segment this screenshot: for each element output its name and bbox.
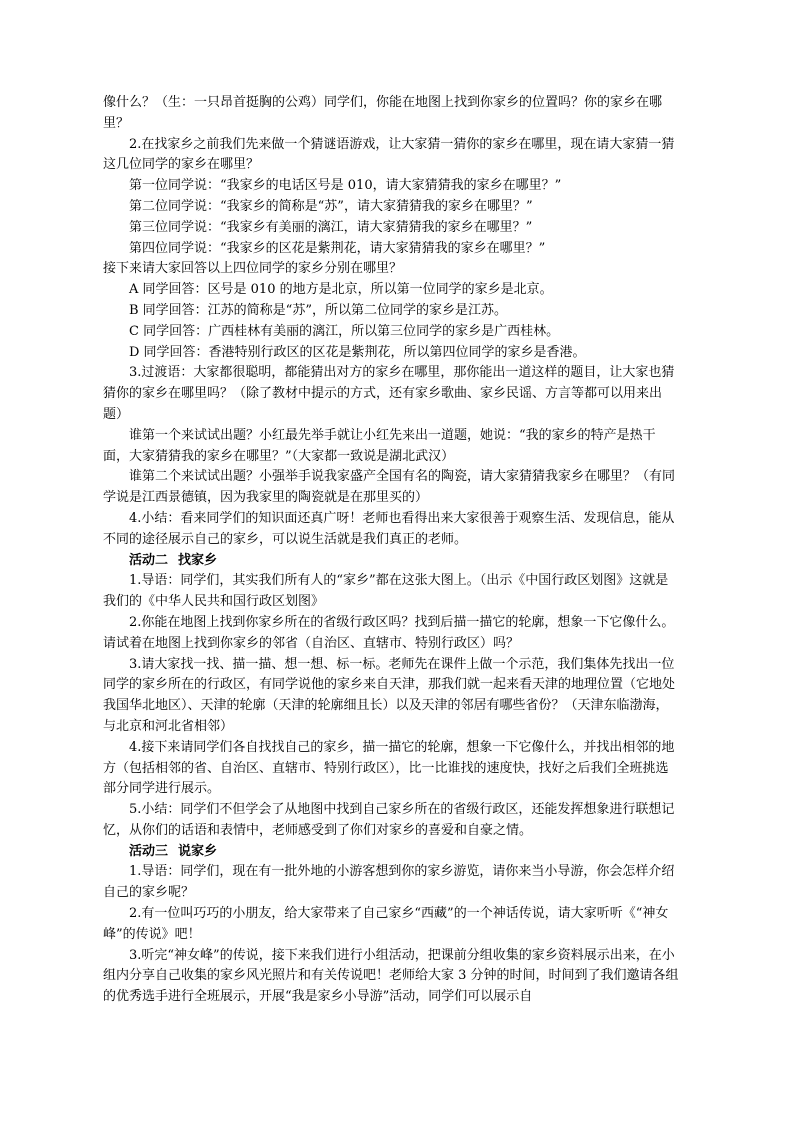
paragraph: 2.你能在地图上找到你家乡所在的省级行政区吗？找到后描一描它的轮廓，想象一下它像什么。请试着在地图上找到你家乡的邻省（自治区、直辖市、特别行政区）吗？	[103, 614, 675, 651]
paragraph: 谁第二个来试试出题？小强举手说我家盛产全国有名的陶瓷，请大家猜猜我家乡在哪里？（有同学说是江西景德镇，因为我家里的陶瓷就是在那里买的）	[103, 469, 676, 506]
document-page	[103, 93, 681, 1008]
heading-label: 活动二	[129, 552, 169, 568]
paragraph: 4.小结：看来同学们的知识面还真广呀！老师也看得出来大家很善于观察生活、发现信息，能从不同的途径展示自己的家乡，可以说生活就是我们真正的老师。	[103, 510, 675, 547]
paragraph: 3.过渡语：大家都很聪明，都能猜出对方的家乡在哪里，那你能出一道这样的题目，让大家也猜猜你的家乡在哪里吗？（除了教材中提示的方式，还有家乡歌曲、家乡民谣、方言等都可以用来出题）	[103, 365, 675, 422]
heading-label: 活动三	[129, 843, 169, 859]
section-heading-activity2	[103, 551, 681, 572]
paragraph: 像什么？（生：一只昂首挺胸的公鸡）同学们，你能在地图上找到你家乡的位置吗？你的家乡在哪里？	[103, 95, 663, 131]
paragraph: C 同学回答：广西桂林有美丽的漓江，所以第三位同学的家乡是广西桂林。	[129, 323, 560, 339]
heading-title: 说家乡	[178, 843, 218, 859]
section-heading-activity3	[103, 842, 681, 863]
paragraph: 第四位同学说：“我家乡的区花是紫荆花，请大家猜猜我的家乡在哪里？”	[129, 240, 546, 256]
paragraph: D 同学回答：香港特别行政区的区花是紫荆花，所以第四位同学的家乡是香港。	[129, 344, 586, 360]
paragraph: 第三位同学说：“我家乡有美丽的漓江，请大家猜猜我的家乡在哪里？”	[129, 219, 533, 235]
paragraph: 3.请大家找一找、描一描、想一想、标一标。老师先在课件上做一个示范，我们集体先找出一位同学的家乡所在的行政区，有同学说他的家乡来自天津，那我们就一起来看天津的地理位置（它地处我国华北地区）、天津的轮廓（天津的轮廓细且长）以及天津的邻居有哪些省份？（天津东临渤海，与北京和河北省相邻）	[103, 656, 676, 734]
paragraph: 3.听完“神女峰”的传说，接下来我们进行小组活动，把课前分组收集的家乡资料展示出来，在小组内分享自己收集的家乡风光照片和有关传说吧！老师给大家 3 分钟的时间，时间到了我们邀请各组的优秀选手进行全班展示，开展“我是家乡小导游”活动，同学们可以展示自	[103, 947, 679, 1005]
paragraph: 4.接下来请同学们各自找找自己的家乡，描一描它的轮廓，想象一下它像什么，并找出相邻的地方（包括相邻的省、自治区、直辖市、特别行政区），比一比谁找的速度快，找好之后我们全班挑选部分同学进行展示。	[103, 739, 675, 797]
paragraph: 第二位同学说：“我家乡的简称是“苏”，请大家猜猜我的家乡在哪里？”	[129, 198, 533, 214]
paragraph: B 同学回答：江苏的简称是“苏”，所以第二位同学的家乡是江苏。	[129, 302, 507, 318]
paragraph: 谁第一个来试试出题？小红最先举手就让小红先来出一道题，她说：“我的家乡的特产是热干面，大家猜猜我的家乡在哪里？”（大家都一致说是湖北武汉）	[103, 427, 656, 464]
paragraph: 1.导语：同学们，现在有一批外地的小游客想到你的家乡游览，请你来当小导游，你会怎样介绍自己的家乡呢？	[103, 864, 675, 901]
paragraph: 1.导语：同学们，其实我们所有人的“家乡”都在这张大图上。（出示《中国行政区划图》这就是我们的《中华人民共和国行政区划图》	[103, 573, 669, 610]
paragraph: 2.有一位叫巧巧的小朋友，给大家带来了自己家乡“西藏”的一个神话传说，请大家听听《“神女峰”的传说》吧！	[103, 906, 669, 942]
paragraph: 5.小结：同学们不但学会了从地图中找到自己家乡所在的省级行政区，还能发挥想象进行联想记忆，从你们的话语和表情中，老师感受到了你们对家乡的喜爱和自豪之情。	[103, 802, 675, 838]
paragraph: 第一位同学说：“我家乡的电话区号是 010，请大家猜猜我的家乡在哪里？”	[129, 178, 562, 194]
paragraph: 接下来请大家回答以上四位同学的家乡分别在哪里？	[103, 261, 403, 277]
heading-title: 找家乡	[178, 552, 218, 568]
paragraph: 2.在找家乡之前我们先来做一个猜谜语游戏，让大家猜一猜你的家乡在哪里，现在请大家猜一猜这几位同学的家乡在哪里？	[103, 136, 675, 173]
paragraph: A 同学回答：区号是 010 的地方是北京，所以第一位同学的家乡是北京。	[129, 282, 553, 298]
